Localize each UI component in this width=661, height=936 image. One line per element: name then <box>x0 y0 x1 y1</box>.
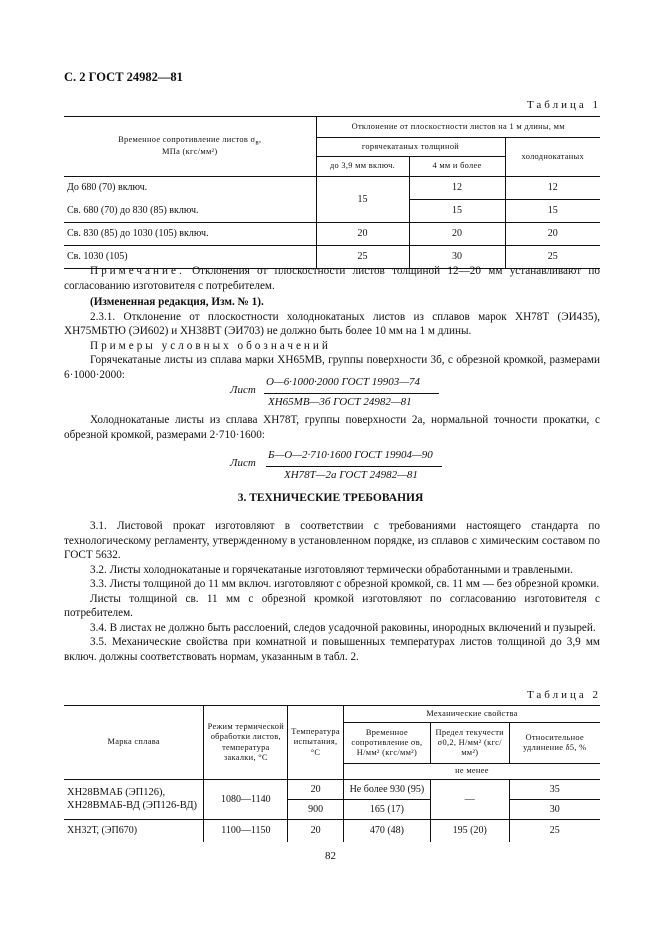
table-row <box>64 780 600 800</box>
table2-cell: 1080—1140 <box>204 780 288 820</box>
table1-cell: 25 <box>505 246 600 269</box>
note <box>64 264 600 293</box>
paragraph-3-1: 3.1. Листовой прокат изготовляют в соответствии с требованиями настоящего стандарта по технологическому регламенту, утвержденному в установленном порядке, из сплавов с химическим составом по ГОСТ 5632. <box>64 520 600 561</box>
table2-cell: 900 <box>288 800 344 820</box>
table2-header-mode: Режим термической обработки листов, температура закалки, °С <box>204 706 288 780</box>
table-row <box>64 820 600 842</box>
table1-header-hot-thin: до 3,9 мм включ. <box>316 157 409 177</box>
table1-cell: 25 <box>316 246 409 269</box>
amendment-note: (Измененная редакция, Изм. № 1). <box>90 296 264 308</box>
paragraph-2-3-1: 2.3.1. Отклонение от плоскостности холоднокатаных листов из сплавов марок ХН78Т (ЭИ435), ХН75МБТЮ (ЭИ602) и ХН38ВТ (ЭИ703) не должно быть более 10 мм на 1 м длины. <box>64 310 600 337</box>
page-header: С. 2 ГОСТ 24982—81 <box>64 70 183 84</box>
table1-cell: 15 <box>505 200 600 223</box>
table2-cell: 165 (17) <box>343 800 430 820</box>
example1-fraction-bar <box>264 393 439 394</box>
table1-cell: Св. 680 (70) до 830 (85) включ. <box>67 204 199 216</box>
table2-header-yield: Предел текучести σ0,2, Н/мм² (кгс/мм²) <box>430 723 509 764</box>
table1-cell: 30 <box>409 246 505 269</box>
table1-cell: 15 <box>316 177 409 223</box>
table2-header-elongation: Относительное удлинение δ5, % <box>509 723 600 764</box>
table1-cell: 12 <box>409 177 505 200</box>
example2-word: Лист <box>230 457 256 469</box>
table1 <box>64 116 600 269</box>
page-number: 82 <box>325 850 336 862</box>
paragraph-3-3b: Листы толщиной св. 11 мм с обрезной кромкой изготовляют по согласованию изготовителя с потребителем. <box>64 592 600 619</box>
example2-fraction-bar <box>266 466 442 467</box>
table1-cell: 20 <box>409 223 505 246</box>
table2-header-mech: Механические свойства <box>343 706 600 723</box>
example1-text: Горячекатаные листы из сплава марки ХН65МВ, группы поверхности 3б, с обрезной кромкой, размерами 6·1000·2000: <box>64 354 600 381</box>
table2-cell: 1100—1150 <box>204 820 288 842</box>
table1-cell: Св. 1030 (105) <box>64 246 316 269</box>
table2-cell: 470 (48) <box>343 820 430 842</box>
table1-header-hot-thick: 4 мм и более <box>409 157 505 177</box>
table1-header-cold: холоднокатаных <box>505 138 600 177</box>
table-row <box>64 223 600 246</box>
table1-caption: Таблица 1 <box>526 99 601 111</box>
example2-denominator: ХН78Т—2а ГОСТ 24982—81 <box>284 469 418 481</box>
table2-cell: ХН32Т, (ЭП670) <box>64 820 204 842</box>
table1-cell: Св. 830 (85) до 1030 (105) включ. <box>64 223 316 246</box>
table1-header-deviation: Отклонение от плоскостности листов на 1 м длины, мм <box>316 117 600 138</box>
table1-header-hot: горячекатаных толщиной <box>316 138 505 157</box>
paragraph-3-3: 3.3. Листы толщиной до 11 мм включ. изготовляют с обрезной кромкой, св. 11 мм — без обрезной кромки. <box>90 578 600 590</box>
section-3-heading: 3. ТЕХНИЧЕСКИЕ ТРЕБОВАНИЯ <box>237 492 424 504</box>
note-label: Примечание. <box>90 265 185 277</box>
table1-cell: 15 <box>409 200 505 223</box>
table2-cell: 25 <box>509 820 600 842</box>
table2-cell: Не более 930 (95) <box>343 780 430 800</box>
table2-header-min: не менее <box>343 764 600 780</box>
table2-cell: 20 <box>288 780 344 800</box>
table1-header-strength: Временное сопротивление листов $\sigma_в$, МПа (кгс/мм²) <box>64 117 316 177</box>
example1-denominator: ХН65МВ—3б ГОСТ 24982—81 <box>268 396 412 408</box>
table2-header-grade: Марка сплава <box>64 706 204 780</box>
examples-title: Примеры условных обозначений <box>90 339 331 352</box>
body-text-upper <box>64 264 600 382</box>
example1-word: Лист <box>230 384 256 396</box>
example2-block <box>64 413 600 442</box>
table2-cell-grade: ХН28ВМАБ (ЭП126), ХН28ВМАБ-ВД (ЭП126-ВД) <box>67 786 198 811</box>
paragraph-3-5: 3.5. Механические свойства при комнатной и повышенных температурах листов толщиной до 3,9 мм включ. должны соответствовать нормам, указанным в табл. 2. <box>64 636 600 663</box>
note-text: Отклонения от плоскостности листов толщиной 12—20 мм устанавливают по согласованию изготовителя с потребителем. <box>64 265 600 292</box>
table2 <box>64 705 600 842</box>
table1-cell: 12 <box>505 177 600 200</box>
paragraph-3-4: 3.4. В листах не должно быть расслоений, следов усадочной раковины, инородных включений и пузырей. <box>90 621 596 634</box>
table2-header-temp: Температура испытания, °С <box>288 706 344 780</box>
table1-cell: 20 <box>316 223 409 246</box>
table2-cell: 20 <box>288 820 344 842</box>
table-row <box>64 177 600 200</box>
example2-numerator: Б—О—2·710·1600 ГОСТ 19904—90 <box>268 449 433 461</box>
table2-cell: 195 (20) <box>430 820 509 842</box>
table2-header-tensile: Временное сопротивление σв, Н/мм² (кгс/мм²) <box>343 723 430 764</box>
table2-cell: 35 <box>509 780 600 800</box>
table2-cell: 30 <box>509 800 600 820</box>
paragraph-3-2: 3.2. Листы холоднокатаные и горячекатаные изготовляют термически обработанными и травлеными. <box>90 563 573 576</box>
example2-text: Холоднокатаные листы из сплава ХН78Т, группы поверхности 2а, нормальной точности прокатки, с обрезной кромкой, размерами 2·710·1600: <box>64 414 600 441</box>
table2-cell: — <box>430 780 509 820</box>
table2-caption: Таблица 2 <box>526 689 601 701</box>
example1-numerator: О—6·1000·2000 ГОСТ 19903—74 <box>266 376 421 388</box>
table1-cell: До 680 (70) включ. <box>67 182 148 194</box>
body-text-section3 <box>64 519 600 664</box>
table1-cell: 20 <box>505 223 600 246</box>
